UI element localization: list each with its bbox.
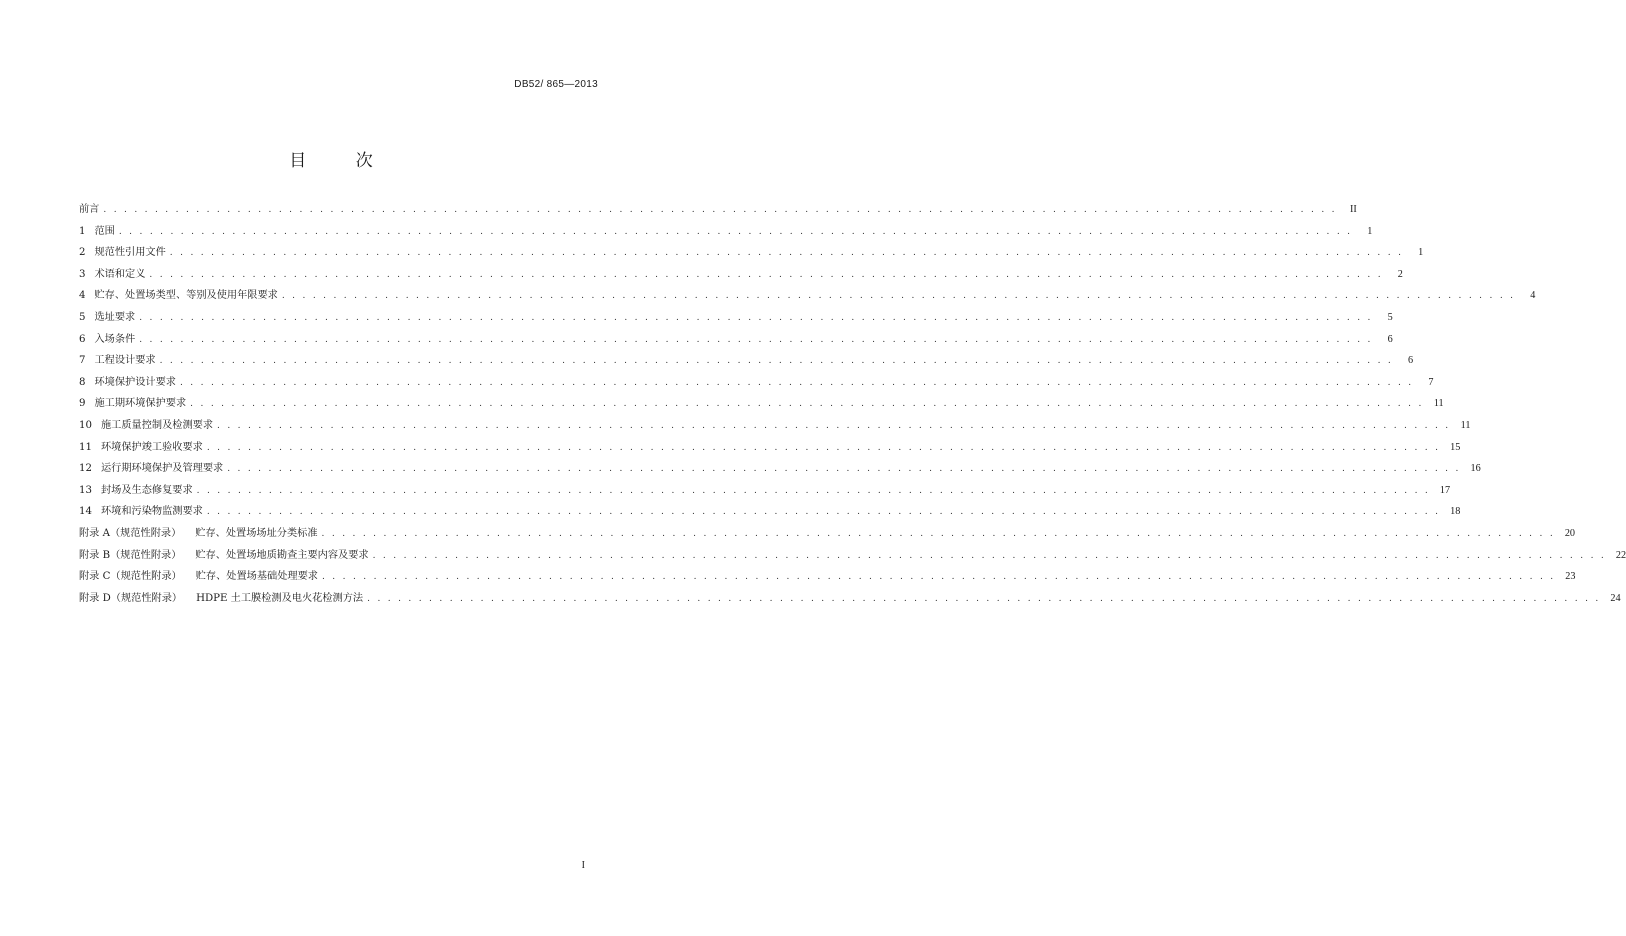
toc-entry[interactable] bbox=[79, 330, 1393, 352]
toc-entry-page: 15 bbox=[1450, 441, 1461, 453]
toc-leader-dots: . . . . . . . . . . . . . . . . . . . . . . . . . . . . . . . . . . . . . . . . . . . . . . . . . . . . . . . . . . . . . . . . . . . . . . . . . . . . . . . . . . . . . . . . . . . . . . . . . . . . . . . . . . . . . . . . . . . . . . . . bbox=[169, 248, 1404, 259]
toc-entry-number: 1 bbox=[79, 225, 86, 237]
toc-entry-page: 24 bbox=[1610, 592, 1621, 604]
toc-leader-dots: . . . . . . . . . . . . . . . . . . . . . . . . . . . . . . . . . . . . . . . . . . . . . . . . . . . . . . . . . . . . . . . . . . . . . . . . . . . . . . . . . . . . . . . . . . . . . . . . . . . . . . . . . . . . . . . . . . . . . . . . bbox=[227, 464, 1461, 475]
toc-entry-page: 1 bbox=[1367, 225, 1373, 237]
toc-leader-dots: . . . . . . . . . . . . . . . . . . . . . . . . . . . . . . . . . . . . . . . . . . . . . . . . . . . . . . . . . . . . . . . . . . . . . . . . . . . . . . . . . . . . . . . . . . . . . . . . . . . . . . . . . . . . . . . . . . . . . . . . bbox=[281, 291, 1516, 302]
toc-leader-dots: . . . . . . . . . . . . . . . . . . . . . . . . . . . . . . . . . . . . . . . . . . . . . . . . . . . . . . . . . . . . . . . . . . . . . . . . . . . . . . . . . . . . . . . . . . . . . . . . . . . . . . . . . . . . . . . . . . . . . . . . bbox=[103, 205, 1337, 215]
toc-leader-dots: . . . . . . . . . . . . . . . . . . . . . . . . . . . . . . . . . . . . . . . . . . . . . . . . . . . . . . . . . . . . . . . . . . . . . . . . . . . . . . . . . . . . . . . . . . . . . . . . . . . . . . . . . . . . . . . . . . . . . . . . bbox=[159, 356, 1394, 367]
table-of-contents bbox=[79, 200, 1626, 610]
toc-entry-number: 11 bbox=[79, 441, 92, 453]
toc-entry-title: 术语和定义 bbox=[94, 268, 146, 280]
toc-entry-page: 2 bbox=[1397, 268, 1403, 280]
toc-entry-page: II bbox=[1350, 204, 1357, 215]
toc-entry-number: 10 bbox=[79, 419, 92, 431]
toc-entry-title: 规范性引用文件 bbox=[94, 247, 166, 259]
toc-entry-number: 附录 C（规范性附录） bbox=[79, 571, 182, 583]
toc-entry-title: 运行期环境保护及管理要求 bbox=[100, 463, 224, 475]
toc-leader-dots: . . . . . . . . . . . . . . . . . . . . . . . . . . . . . . . . . . . . . . . . . . . . . . . . . . . . . . . . . . . . . . . . . . . . . . . . . . . . . . . . . . . . . . . . . . . . . . . . . . . . . . . . . . . . . . . . . . . . . . . . bbox=[217, 420, 1451, 431]
toc-entry[interactable] bbox=[79, 416, 1471, 438]
toc-entry-title: 施工期环境保护要求 bbox=[94, 398, 187, 410]
toc-leader-dots: . . . . . . . . . . . . . . . . . . . . . . . . . . . . . . . . . . . . . . . . . . . . . . . . . . . . . . . . . . . . . . . . . . . . . . . . . . . . . . . . . . . . . . . . . . . . . . . . . . . . . . . . . . . . . . . . . . . . . . . . bbox=[149, 269, 1383, 280]
toc-entry-title: 环境保护设计要求 bbox=[94, 376, 176, 388]
toc-entry-page: 20 bbox=[1564, 527, 1575, 539]
title-char-1: 目 bbox=[289, 151, 307, 171]
toc-entry[interactable] bbox=[79, 438, 1461, 460]
toc-entry-title: 施工质量控制及检测要求 bbox=[100, 419, 214, 431]
toc-entry[interactable] bbox=[79, 589, 1621, 611]
toc-entry-page: 11 bbox=[1460, 419, 1471, 431]
toc-entry-title: 贮存、处置场基础处理要求 bbox=[195, 571, 318, 583]
toc-entry-title: 贮存、处置场类型、等别及使用年限要求 bbox=[94, 290, 278, 302]
toc-entry-page: 16 bbox=[1470, 463, 1481, 475]
toc-entry-title: 选址要求 bbox=[94, 311, 136, 323]
toc-entry[interactable] bbox=[79, 567, 1576, 589]
toc-entry-page: 6 bbox=[1387, 333, 1393, 345]
toc-entry[interactable] bbox=[79, 243, 1424, 265]
toc-leader-dots: . . . . . . . . . . . . . . . . . . . . . . . . . . . . . . . . . . . . . . . . . . . . . . . . . . . . . . . . . . . . . . . . . . . . . . . . . . . . . . . . . . . . . . . . . . . . . . . . . . . . . . . . . . . . . . . . . . . . . . . . bbox=[139, 334, 1373, 345]
toc-entry-number: 附录 B（规范性附录） bbox=[79, 549, 182, 561]
toc-entry[interactable] bbox=[79, 351, 1414, 373]
toc-entry-title: 范围 bbox=[94, 225, 115, 237]
toc-leader-dots: . . . . . . . . . . . . . . . . . . . . . . . . . . . . . . . . . . . . . . . . . . . . . . . . . . . . . . . . . . . . . . . . . . . . . . . . . . . . . . . . . . . . . . . . . . . . . . . . . . . . . . . . . . . . . . . . . . . . . . . . bbox=[321, 528, 1555, 539]
toc-entry-page: 1 bbox=[1418, 247, 1424, 259]
toc-leader-dots: . . . . . . . . . . . . . . . . . . . . . . . . . . . . . . . . . . . . . . . . . . . . . . . . . . . . . . . . . . . . . . . . . . . . . . . . . . . . . . . . . . . . . . . . . . . . . . . . . . . . . . . . . . . . . . . . . . . . . . . . bbox=[118, 226, 1353, 237]
toc-entry-number: 附录 D（规范性附录） bbox=[79, 592, 183, 604]
toc-entry-page: 18 bbox=[1450, 506, 1461, 518]
toc-leader-dots: . . . . . . . . . . . . . . . . . . . . . . . . . . . . . . . . . . . . . . . . . . . . . . . . . . . . . . . . . . . . . . . . . . . . . . . . . . . . . . . . . . . . . . . . . . . . . . . . . . . . . . . . . . . . . . . . . . . . . . . . bbox=[196, 485, 1431, 496]
toc-entry-number: 12 bbox=[79, 463, 92, 475]
toc-entry[interactable] bbox=[79, 394, 1444, 416]
toc-entry-page: 22 bbox=[1615, 549, 1626, 561]
toc-entry-page: 4 bbox=[1530, 290, 1536, 302]
toc-entry-number: 8 bbox=[79, 376, 86, 388]
toc-entry[interactable] bbox=[79, 286, 1536, 308]
toc-entry-number: 3 bbox=[79, 268, 86, 280]
toc-entry[interactable] bbox=[79, 459, 1481, 481]
toc-entry-title: 贮存、处置场地质勘查主要内容及要求 bbox=[195, 549, 369, 561]
toc-entry-title: 封场及生态修复要求 bbox=[100, 484, 193, 496]
toc-entry-page: 17 bbox=[1439, 484, 1451, 496]
toc-leader-dots: . . . . . . . . . . . . . . . . . . . . . . . . . . . . . . . . . . . . . . . . . . . . . . . . . . . . . . . . . . . . . . . . . . . . . . . . . . . . . . . . . . . . . . . . . . . . . . . . . . . . . . . . . . . . . . . . . . . . . . . . bbox=[372, 550, 1607, 561]
toc-entry-number: 13 bbox=[79, 484, 92, 496]
toc-entry[interactable] bbox=[79, 265, 1403, 287]
toc-leader-dots: . . . . . . . . . . . . . . . . . . . . . . . . . . . . . . . . . . . . . . . . . . . . . . . . . . . . . . . . . . . . . . . . . . . . . . . . . . . . . . . . . . . . . . . . . . . . . . . . . . . . . . . . . . . . . . . . . . . . . . . . bbox=[206, 507, 1441, 518]
page-number: I bbox=[581, 860, 585, 871]
document-code: DB52/ 865—2013 bbox=[514, 79, 598, 90]
toc-entry-title: 工程设计要求 bbox=[94, 355, 156, 367]
toc-entry-title: HDPE 土工膜检测及电火花检测方法 bbox=[196, 592, 364, 604]
toc-entry-number: 7 bbox=[79, 355, 86, 367]
toc-entry-page: 6 bbox=[1407, 355, 1414, 367]
page-title bbox=[0, 146, 662, 171]
toc-leader-dots: . . . . . . . . . . . . . . . . . . . . . . . . . . . . . . . . . . . . . . . . . . . . . . . . . . . . . . . . . . . . . . . . . . . . . . . . . . . . . . . . . . . . . . . . . . . . . . . . . . . . . . . . . . . . . . . . . . . . . . . . bbox=[367, 593, 1601, 604]
toc-entry-number: 9 bbox=[79, 398, 86, 410]
toc-leader-dots: . . . . . . . . . . . . . . . . . . . . . . . . . . . . . . . . . . . . . . . . . . . . . . . . . . . . . . . . . . . . . . . . . . . . . . . . . . . . . . . . . . . . . . . . . . . . . . . . . . . . . . . . . . . . . . . . . . . . . . . . bbox=[321, 572, 1556, 583]
toc-entry[interactable] bbox=[79, 308, 1393, 330]
toc-entry-number: 2 bbox=[79, 247, 86, 259]
toc-entry[interactable] bbox=[79, 222, 1373, 244]
toc-leader-dots: . . . . . . . . . . . . . . . . . . . . . . . . . . . . . . . . . . . . . . . . . . . . . . . . . . . . . . . . . . . . . . . . . . . . . . . . . . . . . . . . . . . . . . . . . . . . . . . . . . . . . . . . . . . . . . . . . . . . . . . . bbox=[190, 399, 1424, 410]
toc-entry-page: 23 bbox=[1565, 571, 1576, 583]
toc-leader-dots: . . . . . . . . . . . . . . . . . . . . . . . . . . . . . . . . . . . . . . . . . . . . . . . . . . . . . . . . . . . . . . . . . . . . . . . . . . . . . . . . . . . . . . . . . . . . . . . . . . . . . . . . . . . . . . . . . . . . . . . . bbox=[206, 442, 1441, 453]
toc-leader-dots: . . . . . . . . . . . . . . . . . . . . . . . . . . . . . . . . . . . . . . . . . . . . . . . . . . . . . . . . . . . . . . . . . . . . . . . . . . . . . . . . . . . . . . . . . . . . . . . . . . . . . . . . . . . . . . . . . . . . . . . . bbox=[179, 377, 1414, 388]
toc-entry-number: 5 bbox=[79, 311, 86, 323]
toc-entry-number: 14 bbox=[79, 506, 92, 518]
toc-entry[interactable] bbox=[79, 546, 1626, 568]
toc-entry[interactable] bbox=[79, 481, 1451, 503]
toc-entry-page: 11 bbox=[1433, 398, 1444, 410]
toc-entry-page: 5 bbox=[1387, 311, 1393, 323]
toc-entry[interactable] bbox=[79, 502, 1461, 524]
toc-entry[interactable] bbox=[79, 524, 1575, 546]
toc-entry[interactable] bbox=[79, 373, 1434, 395]
toc-entry[interactable] bbox=[79, 200, 1357, 222]
toc-entry-number: 6 bbox=[79, 333, 86, 345]
toc-entry-title: 环境和污染物监测要求 bbox=[100, 506, 203, 518]
toc-entry-number: 附录 A（规范性附录） bbox=[79, 527, 182, 539]
toc-entry-page: 7 bbox=[1428, 376, 1434, 388]
toc-entry-title: 贮存、处置场场址分类标准 bbox=[195, 527, 318, 539]
toc-entry-number: 4 bbox=[79, 290, 86, 302]
toc-entry-title: 入场条件 bbox=[94, 333, 136, 345]
toc-entry-title: 环境保护竣工验收要求 bbox=[100, 441, 203, 453]
toc-entry-title: 前言 bbox=[79, 204, 100, 215]
title-char-2: 次 bbox=[355, 151, 373, 171]
toc-leader-dots: . . . . . . . . . . . . . . . . . . . . . . . . . . . . . . . . . . . . . . . . . . . . . . . . . . . . . . . . . . . . . . . . . . . . . . . . . . . . . . . . . . . . . . . . . . . . . . . . . . . . . . . . . . . . . . . . . . . . . . . . bbox=[139, 312, 1373, 323]
